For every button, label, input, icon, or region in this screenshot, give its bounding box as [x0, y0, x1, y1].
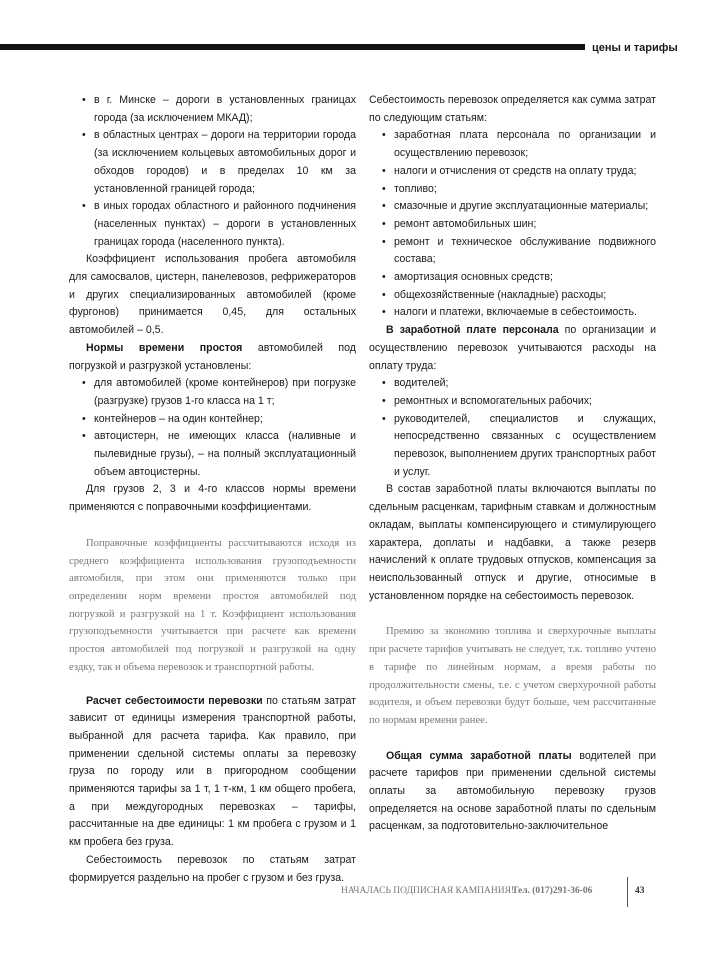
note-paragraph: Премию за экономию топлива и сверхурочные выплаты при расчете тарифов учитывать не следует, т.к. топливо учтено в тарифе по линейным нормам, а время работы по продолжительности смены, т.е. с учетом сверхурочной работы водителя, и объем перевозки будут больше, чем рассчитанные по нормам времени ранее. — [369, 626, 656, 726]
list-item: • в иных городах областного и районного подчинения (населенных пунктах) – дороги в установленных границах города (населенного пункта). — [69, 198, 356, 251]
left-column — [69, 92, 356, 887]
list-item: • топливо; — [369, 181, 656, 199]
list-item: • ремонт автомобильных шин; — [369, 216, 656, 234]
bold-term: Общая сумма заработной платы — [386, 749, 572, 762]
paragraph — [369, 322, 656, 375]
idle-norms-list — [69, 375, 356, 481]
bold-term: Расчет себестоимости перевозки — [86, 694, 263, 707]
paragraph: Себестоимость перевозок по статьям затрат формируется раздельно на пробег с грузом и без груза. — [69, 853, 356, 884]
paragraph: Себестоимость перевозок определяется как сумма затрат по следующим статьям: — [369, 94, 656, 124]
list-item: • налоги и отчисления от средств на оплату труда; — [369, 163, 656, 181]
list-item: • заработная плата персонала по организации и осуществлению перевозок; — [369, 127, 656, 162]
bold-term: Нормы времени простоя — [86, 341, 243, 354]
list-item: • в г. Минске – дороги в установленных границах города (за исключением МКАД); — [69, 92, 356, 127]
note-paragraph: Поправочные коэффициенты рассчитываются исходя из среднего коэффициента использования грузоподъемности автомобиля, при этом они применяются только при определении норм времени простоя автомобилей под погрузкой и разгрузкой на 1 т. Коэффициент использования грузоподъемности учитывается при расчете как времени простоя автомобилей под погрузкой и разгрузкой на одну ездку, так и объема перевозок и транспортной работы. — [69, 537, 356, 673]
right-column — [369, 92, 656, 836]
cost-items-list — [369, 127, 656, 322]
list-item: • общехозяйственные (накладные) расходы; — [369, 287, 656, 305]
paragraph: Для грузов 2, 3 и 4-го классов нормы времени применяются с поправочными коэффициентами. — [69, 483, 356, 514]
paragraph — [69, 340, 356, 375]
bold-term: В заработной плате персонала — [386, 324, 559, 337]
paragraph-text: водителей при расчете тарифов при применении сдельной системы оплаты за автомобильную перевозку грузов определяется на основе заработной платы по сдельным расценкам, за подготовительно-заключительное — [369, 749, 656, 833]
list-item: • ремонтных и вспомогательных рабочих; — [369, 393, 656, 411]
paragraph-text: по статьям затрат зависит от единицы измерения транспортной работы, выбранной для расчета тарифа. Как правило, при применении сдельной системы оплаты за перевозку груза по городу или в пригородном сообщении применяются тарифы за 1 т, 1 т-км, 1 км общего пробега, а при междугородных перевозках – тарифы, рассчитанные на две единицы: 1 км пробега с грузом и 1 км пробега без груза. — [69, 694, 356, 849]
footer-phone: Тел. (017)291-36-06 — [512, 886, 593, 896]
paragraph: Коэффициент использования пробега автомобиля для самосвалов, цистерн, панелевозов, рефрижераторов и других специализированных автомобилей (кроме фургонов) принимается 0,45, для остальных автомобилей – 0,5. — [69, 253, 356, 337]
list-item: • ремонт и техническое обслуживание подвижного состава; — [369, 234, 656, 269]
paragraph: В состав заработной платы включаются выплаты по сдельным расценкам, тарифным ставкам и должностным окладам, выплаты компенсирующего и стимулирующего характера, доплаты и надбавки, а также резерв начислений к оплате трудовых отпусков, компенсация за неиспользованный отпуск и другие, относимые в установленном порядке на себестоимость перевозок. — [369, 483, 656, 602]
list-item: • для автомобилей (кроме контейнеров) при погрузке (разгрузке) грузов 1-го класса на 1 т; — [69, 375, 356, 410]
list-item: • контейнеров – на один контейнер; — [69, 411, 356, 429]
section-label: цены и тарифы — [592, 42, 678, 54]
list-item: • руководителей, специалистов и служащих, непосредственно связанных с осуществлением перевозок, выполнением других транспортных работ и услуг. — [369, 411, 656, 482]
header-rule — [0, 44, 585, 50]
list-item: • в областных центрах – дороги на территории города (за исключением кольцевых автомобильных дорог и обходов городов) и в пределах 10 км за установленной границей города; — [69, 127, 356, 198]
list-item: • амортизация основных средств; — [369, 269, 656, 287]
list-item: • автоцистерн, не имеющих класса (наливные и пылевидные грузы), – на полный эксплуатационный объем автоцистерны. — [69, 428, 356, 481]
paragraph-text: автомобилей под погрузкой и разгрузкой установлены: — [69, 341, 356, 372]
page-number: 43 — [635, 886, 645, 896]
staff-list — [369, 375, 656, 481]
list-item: • налоги и платежи, включаемые в себестоимость. — [369, 304, 656, 322]
paragraph — [69, 693, 356, 852]
list-item: • водителей; — [369, 375, 656, 393]
road-list — [69, 92, 356, 251]
list-item: • смазочные и другие эксплуатационные материалы; — [369, 198, 656, 216]
page-number-rule — [627, 877, 628, 907]
paragraph-text: по организации и осуществлению перевозок учитываются расходы на оплату труда: — [369, 324, 656, 372]
footer-campaign: НАЧАЛАСЬ ПОДПИСНАЯ КАМПАНИЯ! — [341, 886, 515, 896]
paragraph — [369, 748, 656, 837]
